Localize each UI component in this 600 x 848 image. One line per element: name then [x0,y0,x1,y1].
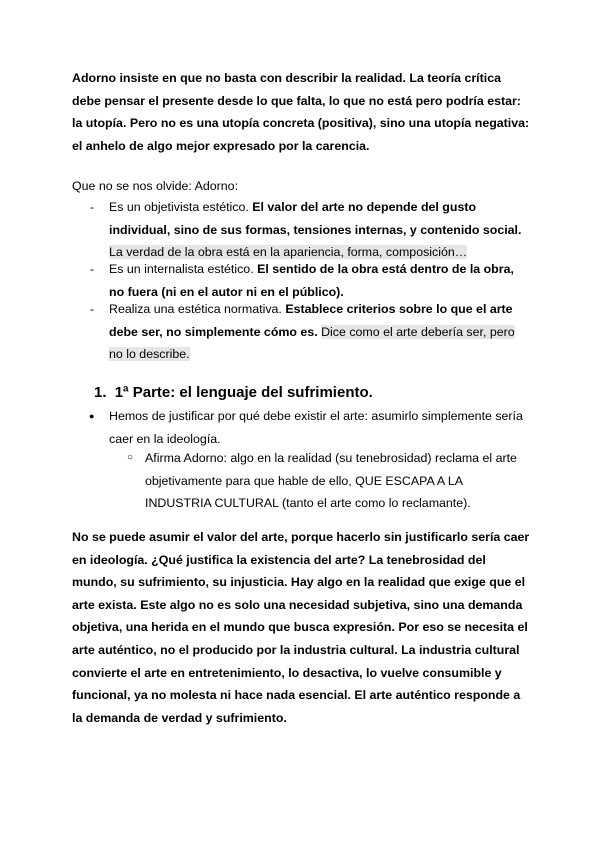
dash-item-highlight: La verdad de la obra está en la apariencia, forma, composición… [109,245,468,260]
bullet-text: Hemos de justificar por qué debe existir el arte: asumirlo simplemente sería caer en la ideología. [109,409,523,446]
intro-paragraph: Adorno insiste en que no basta con describir la realidad. La teoría crítica debe pensar el presente desde lo que falta, lo que no está pero podría estar: la utopía. Pero no es una utopía concreta (positiva), sino una utopía negativa: el anhelo de algo mejor expresado por la carencia. [72,71,530,153]
dash-item-bold: El sentido de la obra está dentro de la obra, no fuera (ni en el autor ni en el público). [109,262,514,299]
reminder-line: Que no se nos olvide: Adorno: [72,179,239,193]
heading-number: 1. [94,384,107,401]
heading-text: 1ª Parte: el lenguaje del sufrimiento. [114,384,373,401]
sub-bullet-marker: ○ [127,452,134,463]
dash-item-bold: El valor del arte no depende del gusto individual, sino de sus formas, tensiones internas, y contenido social. [109,200,522,237]
dash-item-normal: Realiza una estética normativa. [109,302,286,316]
sub-bullet-text: Afirma Adorno: algo en la realidad (su tenebrosidad) reclama el arte objetivamente para que hable de ello, QUE ESCAPA A LA INDUSTRIA CULTURAL (tanto el arte como lo reclamante). [145,451,517,511]
dash-marker: - [90,302,95,316]
bullet-marker: ● [89,411,95,421]
dash-item-highlight: Dice como el arte debería ser, pero no lo describe. [109,324,515,362]
dash-marker: - [90,200,95,214]
dash-item-bold: Establece criterios sobre lo que el arte debe ser, no simplemente cómo es. [109,302,513,339]
section-heading [94,383,373,403]
dash-item-text [109,298,531,366]
closing-paragraph: No se puede asumir el valor del arte, porque hacerlo sin justificarlo sería caer en ideología. ¿Qué justifica la existencia del arte? La tenebrosidad del mundo, su sufrimiento, su injusticia. Hay algo en la realidad que exige que el arte exista. Este algo no es solo una necesidad subjetiva, sino una demanda objetiva, una herida en el mundo que busca expresión. Por eso se necesita el arte auténtico, no el producido por la industria cultural. La industria cultural convierte el arte en entretenimiento, lo desactiva, lo vuelve consumible y funcional, ya no molesta ni hace nada esencial. El arte auténtico responde a la demanda de verdad y sufrimiento. [72,530,530,725]
dash-item-normal: Es un internalista estético. [109,262,258,276]
dash-item-text [109,258,531,303]
dash-item-normal: Es un objetivista estético. [109,200,253,214]
dash-item-text [109,196,531,264]
dash-marker: - [90,262,95,276]
